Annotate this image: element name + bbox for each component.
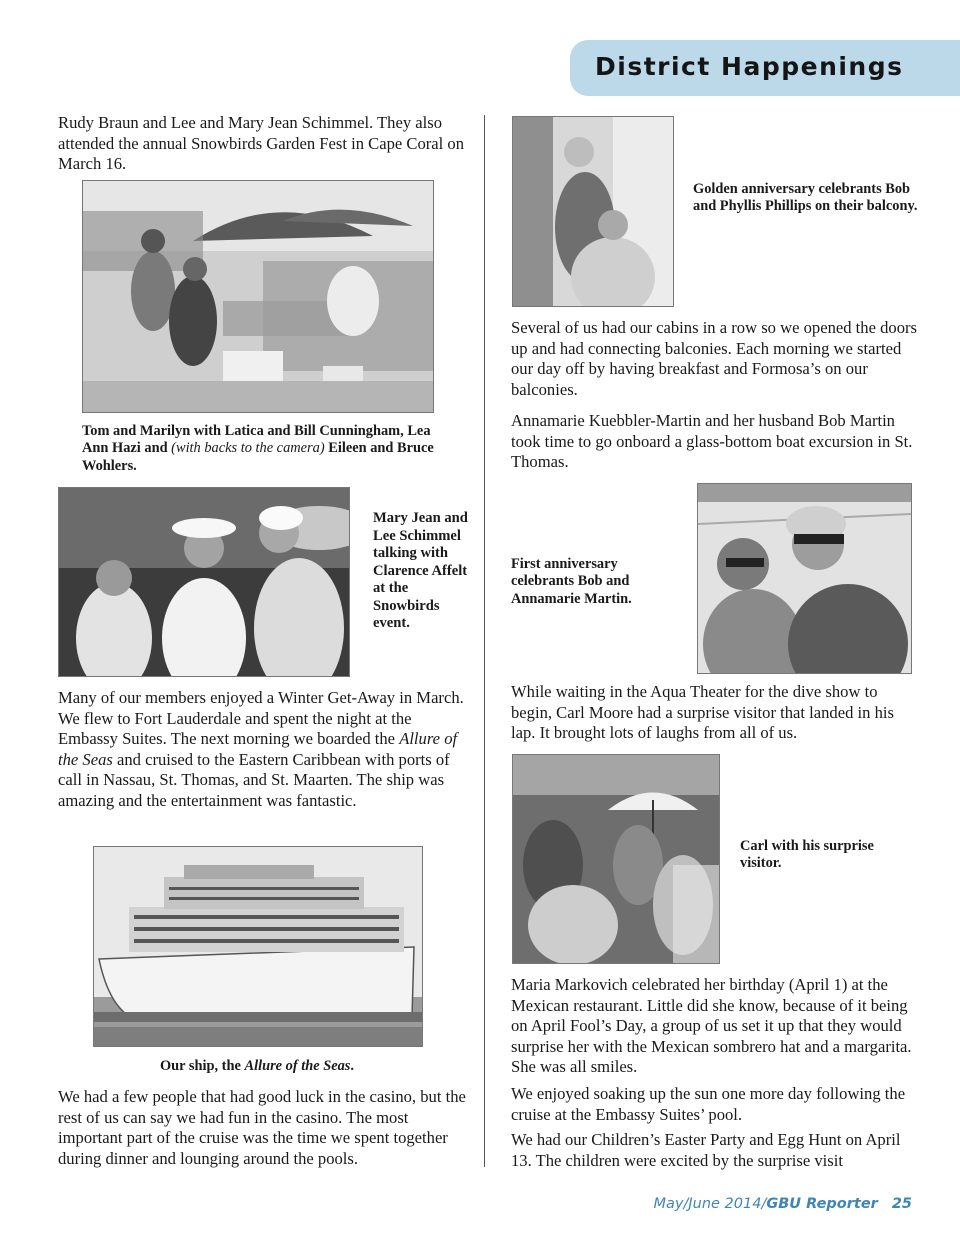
- right-paragraph-1: Several of us had our cabins in a row so we opened the doors up and had connecting balconies. Each morning we started our day off by having breakfast and Formosa’s on our balconies.: [511, 318, 917, 399]
- garden-fest-caption: [82, 423, 442, 475]
- caption-text: Tom and Marilyn with Latica and Bill Cunningham, Lea Ann Hazi and: [82, 423, 431, 457]
- golden-anniversary-caption: Golden anniversary celebrants Bob and Phyllis Phillips on their balcony.: [693, 181, 918, 215]
- ship-photo: [93, 846, 423, 1047]
- footer-issue: May/June 2014/: [653, 1196, 767, 1212]
- left-paragraph-3: We had a few people that had good luck in the casino, but the rest of us can say we had fun in the casino. The most important part of the cruise was the time we spent together during dinner and lounging around the pools.: [58, 1087, 466, 1168]
- right-paragraph-4: Maria Markovich celebrated her birthday (April 1) at the Mexican restaurant. Little did she know, because of it being on April Fool’s Day, a group of us set it up that they would surprise her with the Mexican sombrero hat and a margarita. She was all smiles.: [511, 975, 912, 1077]
- right-paragraph-6: We had our Children’s Easter Party and Egg Hunt on April 13. The children were excited by the surprise visit: [511, 1130, 901, 1170]
- caption-italic: (with backs to the camera): [171, 440, 325, 457]
- left-paragraph-2: [58, 688, 470, 812]
- paragraph-text: and cruised to the Eastern Caribbean with ports of call in Nassau, St. Thomas, and St. Maarten. The ship was amazing and the entertainment was fantastic.: [58, 749, 450, 810]
- page-footer: [654, 1196, 913, 1212]
- first-anniversary-caption: First anniversary celebrants Bob and Annamarie Martin.: [511, 556, 632, 607]
- paragraph-text: Many of our members enjoyed a Winter Get-Away in March. We flew to Fort Lauderdale and spent the night at the Embassy Suites. The next morning we boarded the: [58, 688, 464, 749]
- ship-name-italic: Allure of the Seas: [58, 729, 458, 769]
- left-paragraph-1: Rudy Braun and Lee and Mary Jean Schimmel. They also attended the annual Snowbirds Garden Fest in Cape Coral on March 16.: [58, 113, 464, 174]
- caption-text: Our ship, the: [159, 1058, 245, 1074]
- garden-fest-photo: [82, 180, 434, 413]
- ship-caption: [93, 1058, 421, 1075]
- right-paragraph-2: Annamarie Kuebbler-Martin and her husband Bob Martin took time to go onboard a glass-bottom boat excursion in St. Thomas.: [511, 411, 913, 472]
- page-number: 25: [891, 1196, 912, 1212]
- first-anniversary-photo: [697, 483, 912, 674]
- carl-photo: [512, 754, 720, 964]
- schimmel-caption: Mary Jean and Lee Schimmel talking with Clarence Affelt at the Snowbirds event.: [373, 510, 468, 631]
- caption-text: Eileen and Bruce Wohlers.: [82, 440, 434, 474]
- right-paragraph-5: We enjoyed soaking up the sun one more day following the cruise at the Embassy Suites’ pool.: [511, 1084, 906, 1124]
- column-divider: [484, 115, 485, 1167]
- caption-italic: Allure of the Seas: [244, 1058, 351, 1074]
- footer-publication: GBU Reporter: [766, 1196, 878, 1212]
- right-paragraph-3: While waiting in the Aqua Theater for the dive show to begin, Carl Moore had a surprise visitor that landed in his lap. It brought lots of laughs from all of us.: [511, 682, 894, 743]
- golden-anniversary-photo: [512, 116, 674, 307]
- schimmel-photo: [58, 487, 350, 677]
- section-title: District Happenings: [595, 52, 904, 81]
- caption-text: .: [350, 1058, 355, 1074]
- carl-caption: Carl with his surprise visitor.: [740, 838, 874, 872]
